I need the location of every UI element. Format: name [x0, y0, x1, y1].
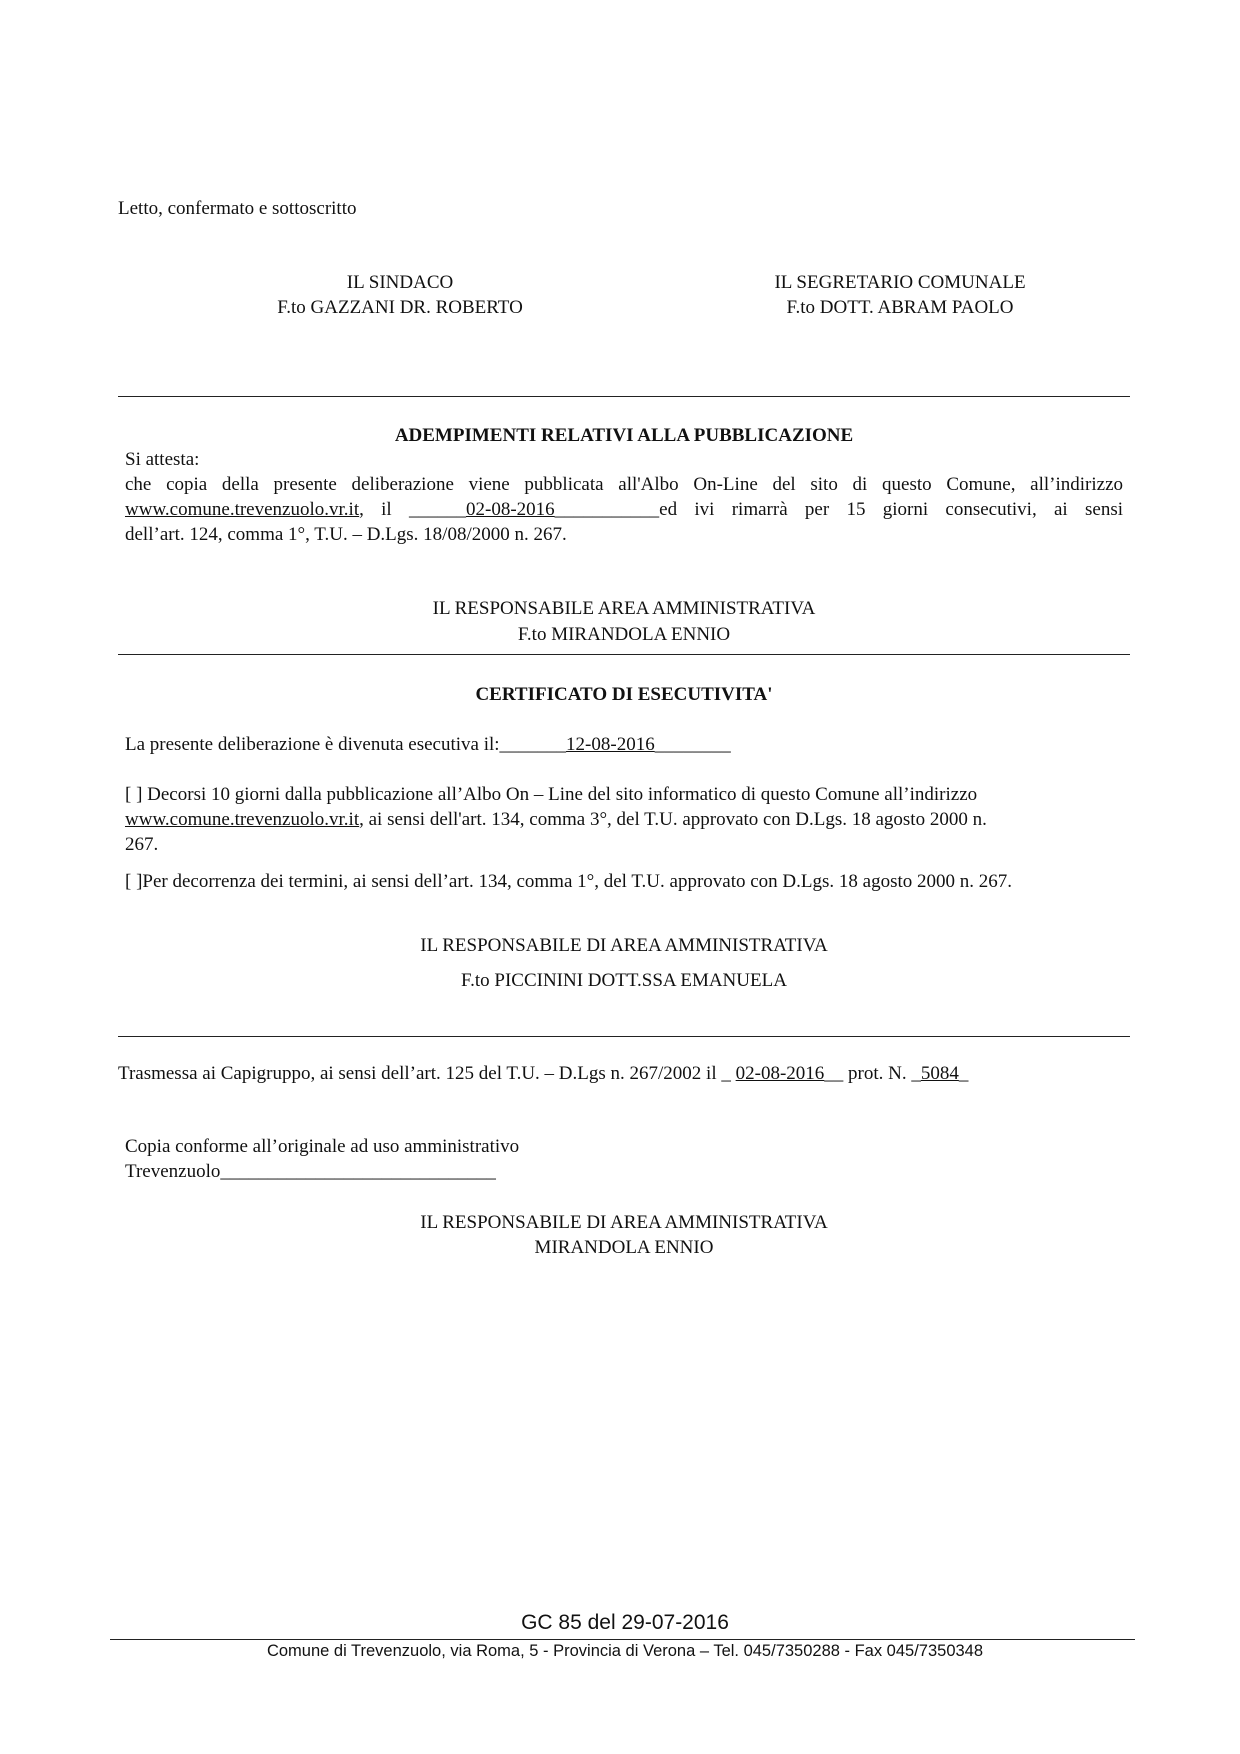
certificate-heading: CERTIFICATO DI ESECUTIVITA' — [475, 684, 773, 705]
mayor-name: F.to GAZZANI DR. ROBERTO — [277, 297, 523, 318]
publication-line-1: che copia della presente deliberazione viene pubblicata all'Albo On-Line del sito di questo Comune, all’indirizzo — [125, 474, 1123, 495]
website-link[interactable]: www.comune.trevenzuolo.vr.it — [125, 499, 360, 520]
footer-reference: GC 85 del 29-07-2016 — [521, 1611, 729, 1634]
transmission-line — [118, 1063, 968, 1085]
transmission-prefix: Trasmessa ai Capigruppo, ai sensi dell’art. 125 del T.U. – D.Lgs n. 267/2002 il _ — [118, 1063, 736, 1084]
transmission-mid: __ prot. N. _ — [824, 1063, 921, 1084]
publication-line-2-mid: , il ______ — [359, 499, 466, 520]
option-1-line-1: [ ] Decorsi 10 giorni dalla pubblicazione all’Albo On – Line del sito informatico di questo Comune all’indirizzo — [125, 784, 978, 805]
copy-responsible-name: MIRANDOLA ENNIO — [534, 1237, 714, 1258]
divider-3 — [118, 1036, 1130, 1037]
executive-date: 12-08-2016 — [566, 734, 655, 755]
publication-responsible-title: IL RESPONSABILE AREA AMMINISTRATIVA — [432, 598, 816, 619]
footer-address: Comune di Trevenzuolo, via Roma, 5 - Provincia di Verona – Tel. 045/7350288 - Fax 045/7350348 — [266, 1642, 984, 1660]
option-1-line-3: 267. — [125, 834, 159, 855]
transmission-suffix: _ — [958, 1063, 969, 1084]
publication-responsible-name: F.to MIRANDOLA ENNIO — [517, 624, 731, 645]
executive-suffix: ________ — [654, 734, 731, 755]
publication-line-3: dell’art. 124, comma 1°, T.U. – D.Lgs. 18/08/2000 n. 267. — [125, 524, 567, 545]
divider-2 — [118, 654, 1130, 655]
option-1-website-link[interactable]: www.comune.trevenzuolo.vr.it — [125, 809, 360, 830]
protocol-number: 5084 — [920, 1063, 959, 1084]
copy-line-1: Copia conforme all’originale ad uso amministrativo — [125, 1136, 520, 1157]
executive-prefix: La presente deliberazione è divenuta esecutiva il:_______ — [125, 734, 567, 755]
publication-line-2-end: ___________ed ivi rimarrà per 15 giorni consecutivi, ai sensi — [554, 499, 1123, 520]
certificate-responsible-title: IL RESPONSABILE DI AREA AMMINISTRATIVA — [420, 935, 828, 956]
intro-text: Letto, confermato e sottoscritto — [118, 198, 357, 219]
copy-line-2: Trevenzuolo_____________________________ — [125, 1161, 496, 1182]
publication-line-2 — [125, 499, 1123, 521]
option-1-line-2-rest: , ai sensi dell'art. 134, comma 3°, del T.U. approvato con D.Lgs. 18 agosto 2000 n. — [359, 809, 987, 830]
mayor-title: IL SINDACO — [346, 272, 454, 293]
publication-date: 02-08-2016 — [466, 499, 555, 520]
secretary-title: IL SEGRETARIO COMUNALE — [774, 272, 1026, 293]
publication-attesta: Si attesta: — [125, 449, 200, 470]
footer-divider — [110, 1639, 1135, 1640]
option-2-text: [ ]Per decorrenza dei termini, ai sensi dell’art. 134, comma 1°, del T.U. approvato con D.Lgs. 18 agosto 2000 n. 267. — [125, 871, 1012, 892]
divider-1 — [118, 396, 1130, 397]
executive-line — [125, 734, 731, 756]
copy-responsible-title: IL RESPONSABILE DI AREA AMMINISTRATIVA — [420, 1212, 828, 1233]
secretary-name: F.to DOTT. ABRAM PAOLO — [786, 297, 1014, 318]
transmission-date: 02-08-2016 — [735, 1063, 825, 1084]
publication-heading: ADEMPIMENTI RELATIVI ALLA PUBBLICAZIONE — [394, 425, 854, 446]
certificate-responsible-name: F.to PICCININI DOTT.SSA EMANUELA — [461, 970, 787, 991]
option-1-line-2 — [125, 809, 987, 831]
